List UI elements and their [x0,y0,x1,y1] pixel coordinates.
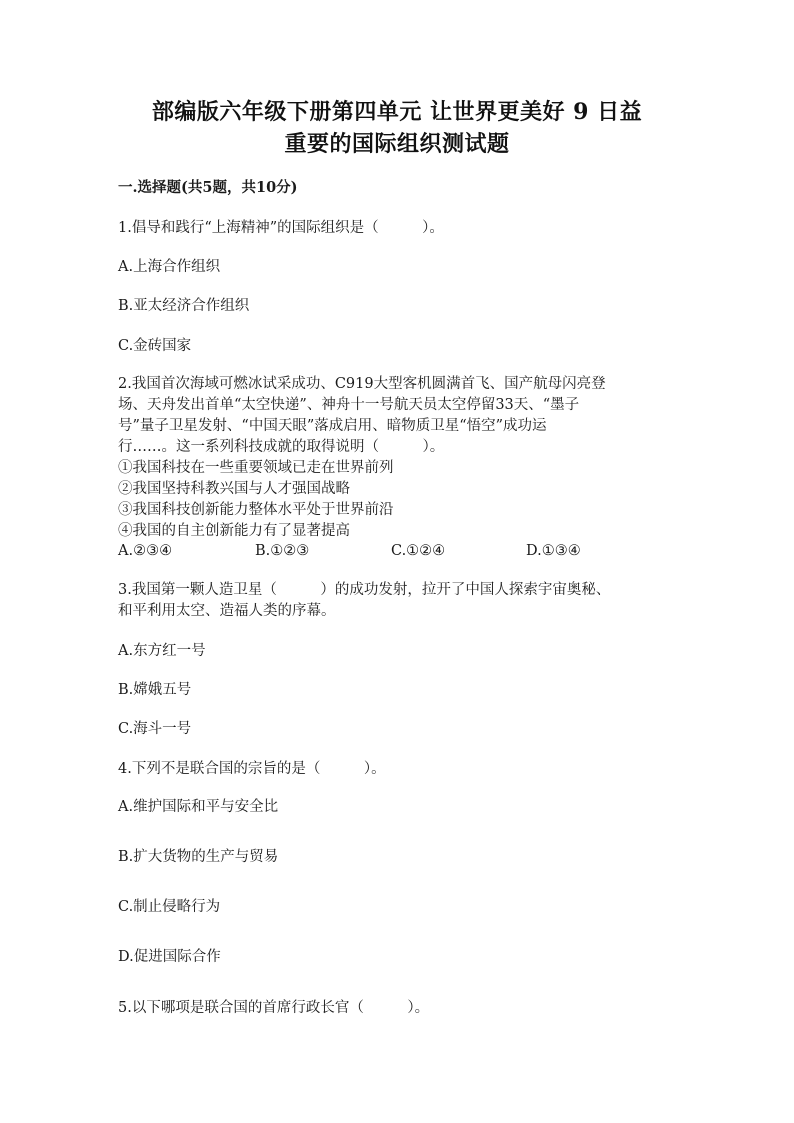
question-3-option-a: A.东方红一号 [118,643,206,659]
question-1-option-a: A.上海合作组织 [118,259,221,275]
question-2-line: 2.我国首次海域可燃冰试采成功、C919大型客机圆满首飞、国产航母闪亮登 [118,376,606,392]
question-3-option-b: B.嫦娥五号 [118,682,192,698]
question-4-option-a: A.维护国际和平与安全比 [118,799,279,815]
title-line-2: 重要的国际组织测试题 [284,131,510,157]
question-1-option-b: B.亚太经济合作组织 [118,298,250,314]
question-4-option-b: B.扩大货物的生产与贸易 [118,849,279,865]
question-3-line: 3.我国第一颗人造卫星（ ）的成功发射，拉开了中国人探索宇宙奥秘、 [118,582,611,598]
question-3-stem [118,580,678,622]
question-2-option-d: D.①③④ [526,543,581,559]
question-2-line: 场、天舟发出首单“太空快递”、神舟十一号航天员太空停留33天、“墨子 [118,397,580,413]
question-2-statement: ④我国的自主创新能力有了显著提高 [118,523,350,539]
question-4-option-c: C.制止侵略行为 [118,899,221,915]
question-3-line: 和平利用太空、造福人类的序幕。 [118,603,336,619]
question-1-option-c: C.金砖国家 [118,338,192,354]
question-1-stem: 1.倡导和践行“上海精神”的国际组织是（ ）。 [118,220,444,236]
section-heading: 一.选择题(共5题，共10分) [118,179,298,196]
question-2-option-a: A.②③④ [118,543,173,559]
question-2-line: 号”量子卫星发射、“中国天眼”落成启用、暗物质卫星“悟空”成功运 [118,418,547,434]
page-title [90,96,704,160]
question-4-stem: 4.下列不是联合国的宗旨的是（ ）。 [118,761,386,777]
question-2-stem [118,374,678,542]
question-2-statement: ③我国科技创新能力整体水平处于世界前沿 [118,502,394,518]
title-line-1: 部编版六年级下册第四单元 让世界更美好 9 日益 [151,99,643,125]
question-2-option-b: B.①②③ [255,543,310,559]
question-2-line: 行……。这一系列科技成就的取得说明（ ）。 [118,439,445,455]
question-3-option-c: C.海斗一号 [118,721,192,737]
question-2-statement: ①我国科技在一些重要领域已走在世界前列 [118,460,394,476]
question-4-option-d: D.促进国际合作 [118,949,221,965]
question-2-statement: ②我国坚持科教兴国与人才强国战略 [118,481,350,497]
question-5-stem: 5.以下哪项是联合国的首席行政长官（ ）。 [118,1000,430,1016]
question-2-option-c: C.①②④ [391,543,446,559]
